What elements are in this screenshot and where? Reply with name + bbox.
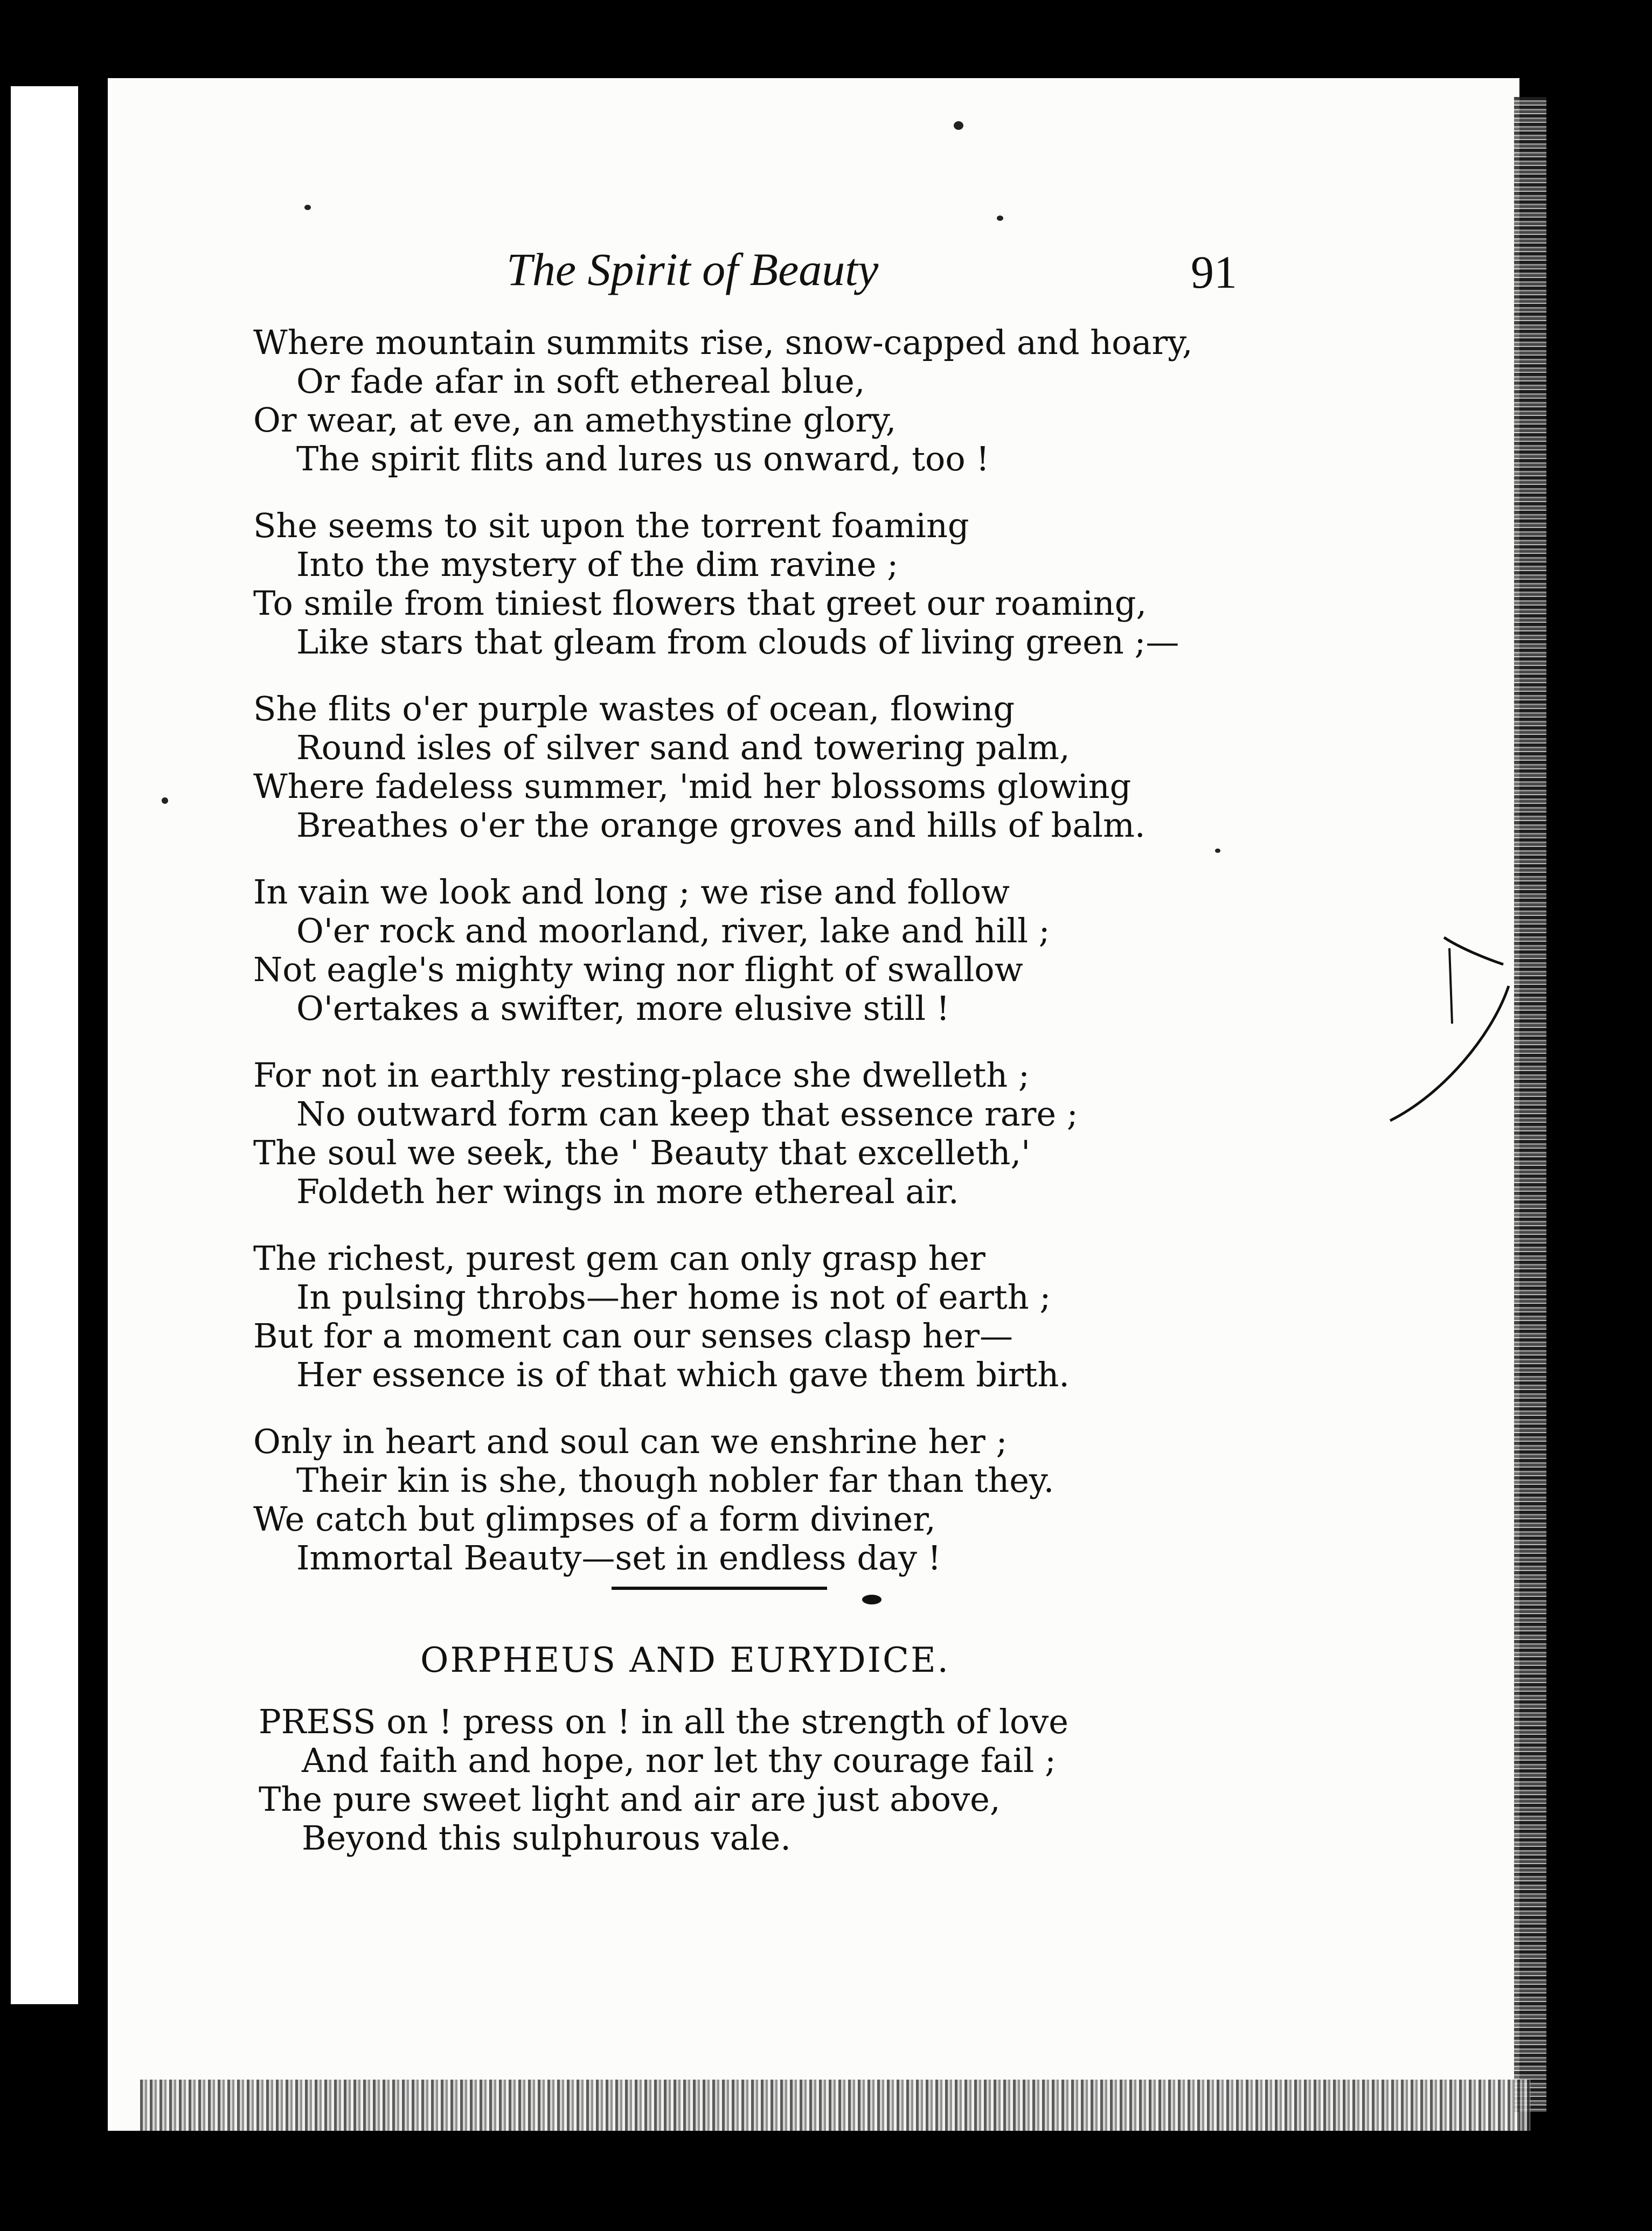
poem-line: Beyond this sulphurous vale. — [302, 1818, 791, 1858]
poem-orpheus-and-eurydice — [259, 1702, 1498, 1858]
poem-line — [259, 1702, 1498, 1741]
section-title: ORPHEUS AND EURYDICE. — [420, 1641, 950, 1680]
poem-line: Breathes o'er the orange groves and hills of balm. — [296, 805, 1146, 845]
scan-speck — [162, 797, 168, 804]
poem-line: Into the mystery of the dim ravine ; — [296, 545, 899, 584]
poem-line: The richest, purest gem can only grasp her — [253, 1239, 985, 1278]
poem-line: To smile from tiniest flowers that greet our roaming, — [253, 583, 1147, 623]
page-number: 91 — [1191, 246, 1237, 298]
poem-line: Her essence is of that which gave them birth. — [296, 1355, 1070, 1394]
poem-line: O'ertakes a swifter, more elusive still ! — [296, 989, 950, 1028]
poem-line: The spirit flits and lures us onward, too ! — [296, 439, 990, 478]
poem-line: O'er rock and moorland, river, lake and hill ; — [296, 911, 1050, 950]
scan-speck — [304, 205, 311, 210]
poem-line: But for a moment can our senses clasp her— — [253, 1316, 1013, 1356]
stanza — [253, 506, 1493, 662]
stanza — [253, 323, 1493, 478]
poem-line: Their kin is she, though nobler far than they. — [296, 1461, 1054, 1500]
running-head-title: The Spirit of Beauty — [506, 244, 879, 295]
drop-word-initial: P — [259, 1702, 281, 1741]
poem-line: Like stars that gleam from clouds of living green ;— — [296, 622, 1179, 662]
poem-line: Not eagle's mighty wing nor flight of swallow — [253, 950, 1023, 989]
poem-line: In pulsing throbs—her home is not of earth ; — [296, 1277, 1051, 1317]
stanza — [253, 1422, 1493, 1577]
poem-line: Where fadeless summer, 'mid her blossoms glowing — [253, 767, 1132, 806]
stanza — [253, 1239, 1493, 1394]
poem-spirit-of-beauty — [253, 323, 1493, 1606]
scan-speck — [954, 121, 963, 130]
poem-line: In vain we look and long ; we rise and follow — [253, 872, 1010, 912]
poem-line: For not in earthly resting-place she dwelleth ; — [253, 1055, 1030, 1095]
section-divider-rule — [612, 1587, 827, 1590]
margin-pen-mark — [1379, 916, 1519, 1142]
poem-line: Where mountain summits rise, snow-capped and hoary, — [253, 323, 1193, 362]
poem-line: No outward form can keep that essence rare ; — [296, 1094, 1078, 1134]
poem-line: And faith and hope, nor let thy courage fail ; — [302, 1741, 1056, 1780]
poem-line: We catch but glimpses of a form diviner, — [253, 1499, 936, 1539]
poem-line: She flits o'er purple wastes of ocean, flowing — [253, 689, 1015, 728]
poem-line: The pure sweet light and air are just above, — [259, 1780, 1001, 1819]
stanza — [253, 690, 1493, 845]
poem-lines — [259, 1741, 1498, 1858]
poem-line: Round isles of silver sand and towering palm, — [296, 728, 1070, 767]
scan-speck — [997, 216, 1003, 221]
page-bottom-edge — [140, 2080, 1530, 2131]
drop-word-rest: RESS — [281, 1702, 376, 1741]
poem-line: She seems to sit upon the torrent foaming — [253, 506, 969, 545]
adjacent-page-strip — [11, 86, 100, 2004]
poem-line: Or fade afar in soft ethereal blue, — [296, 362, 865, 401]
poem-line: Immortal Beauty—set in endless day ! — [296, 1538, 941, 1577]
poem-line: Only in heart and soul can we enshrine her ; — [253, 1422, 1008, 1461]
poem-line: Foldeth her wings in more ethereal air. — [296, 1172, 959, 1211]
scan-speck — [1215, 849, 1220, 853]
section-divider-ornament — [862, 1595, 881, 1604]
first-line-text: on ! press on ! in all the strength of love — [376, 1702, 1068, 1741]
poem-line: Or wear, at eve, an amethystine glory, — [253, 400, 897, 440]
poem-line: The soul we seek, the ' Beauty that excelleth,' — [253, 1133, 1031, 1172]
stanza — [253, 873, 1493, 1028]
stanza — [253, 1056, 1493, 1211]
